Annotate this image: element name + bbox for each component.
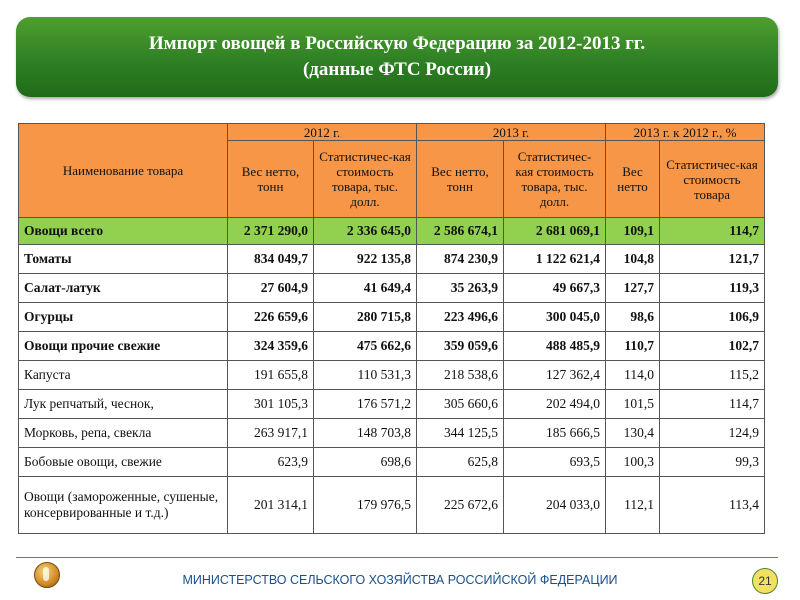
column-header-ratio: 2013 г. к 2012 г., % xyxy=(606,124,765,141)
row-name: Овощи (замороженные, сушеные, консервированные и т.д.) xyxy=(19,477,228,534)
table-row xyxy=(19,448,765,477)
table-row xyxy=(19,245,765,274)
cell-value: 324 359,6 xyxy=(228,332,314,361)
row-name: Овощи всего xyxy=(19,218,228,245)
table-row xyxy=(19,274,765,303)
cell-value: 121,7 xyxy=(660,245,765,274)
cell-value: 1 122 621,4 xyxy=(504,245,606,274)
column-header-2013: 2013 г. xyxy=(417,124,606,141)
cell-value: 922 135,8 xyxy=(314,245,417,274)
cell-value: 201 314,1 xyxy=(228,477,314,534)
cell-value: 98,6 xyxy=(606,303,660,332)
page-number: 21 xyxy=(752,568,778,594)
cell-value: 263 917,1 xyxy=(228,419,314,448)
cell-value: 148 703,8 xyxy=(314,419,417,448)
cell-value: 2 336 645,0 xyxy=(314,218,417,245)
row-name: Лук репчатый, чеснок, xyxy=(19,390,228,419)
cell-value: 179 976,5 xyxy=(314,477,417,534)
column-header-2012: 2012 г. xyxy=(228,124,417,141)
cell-value: 115,2 xyxy=(660,361,765,390)
cell-value: 223 496,6 xyxy=(417,303,504,332)
row-name: Овощи прочие свежие xyxy=(19,332,228,361)
cell-value: 109,1 xyxy=(606,218,660,245)
cell-value: 127 362,4 xyxy=(504,361,606,390)
cell-value: 114,0 xyxy=(606,361,660,390)
table-row xyxy=(19,477,765,534)
cell-value: 114,7 xyxy=(660,218,765,245)
table-row xyxy=(19,303,765,332)
cell-value: 2 681 069,1 xyxy=(504,218,606,245)
table-row xyxy=(19,390,765,419)
cell-value: 475 662,6 xyxy=(314,332,417,361)
row-name: Морковь, репа, свекла xyxy=(19,419,228,448)
footer-ministry: МИНИСТЕРСТВО СЕЛЬСКОГО ХОЗЯЙСТВА РОССИЙСКОЙ ФЕДЕРАЦИИ xyxy=(182,573,618,587)
cell-value: 27 604,9 xyxy=(228,274,314,303)
cell-value: 202 494,0 xyxy=(504,390,606,419)
cell-value: 114,7 xyxy=(660,390,765,419)
cell-value: 35 263,9 xyxy=(417,274,504,303)
cell-value: 698,6 xyxy=(314,448,417,477)
cell-value: 834 049,7 xyxy=(228,245,314,274)
column-header-name: Наименование товара xyxy=(19,124,228,218)
cell-value: 344 125,5 xyxy=(417,419,504,448)
slide-title: Импорт овощей в Российскую Федерацию за 2012-2013 гг. xyxy=(148,33,646,54)
cell-value: 99,3 xyxy=(660,448,765,477)
cell-value: 127,7 xyxy=(606,274,660,303)
row-name: Капуста xyxy=(19,361,228,390)
cell-value: 218 538,6 xyxy=(417,361,504,390)
subheader-value-2012: Статистичес-кая стоимость товара, тыс. долл. xyxy=(314,141,417,218)
cell-value: 110,7 xyxy=(606,332,660,361)
row-name: Бобовые овощи, свежие xyxy=(19,448,228,477)
cell-value: 112,1 xyxy=(606,477,660,534)
cell-value: 104,8 xyxy=(606,245,660,274)
cell-value: 102,7 xyxy=(660,332,765,361)
footer-divider xyxy=(16,557,778,558)
cell-value: 100,3 xyxy=(606,448,660,477)
table-row xyxy=(19,218,765,245)
vegetable-import-table xyxy=(18,123,765,534)
cell-value: 225 672,6 xyxy=(417,477,504,534)
title-banner xyxy=(16,17,778,97)
cell-value: 625,8 xyxy=(417,448,504,477)
cell-value: 301 105,3 xyxy=(228,390,314,419)
row-name: Салат-латук xyxy=(19,274,228,303)
subheader-value-2013: Статистичес-кая стоимость товара, тыс. долл. xyxy=(504,141,606,218)
cell-value: 874 230,9 xyxy=(417,245,504,274)
subheader-weight-2012: Вес нетто, тонн xyxy=(228,141,314,218)
table-row xyxy=(19,361,765,390)
cell-value: 204 033,0 xyxy=(504,477,606,534)
cell-value: 41 649,4 xyxy=(314,274,417,303)
cell-value: 49 667,3 xyxy=(504,274,606,303)
subheader-weight-ratio: Вес нетто xyxy=(606,141,660,218)
subheader-weight-2013: Вес нетто, тонн xyxy=(417,141,504,218)
cell-value: 106,9 xyxy=(660,303,765,332)
slide-subtitle: (данные ФТС России) xyxy=(302,59,492,80)
cell-value: 124,9 xyxy=(660,419,765,448)
cell-value: 2 586 674,1 xyxy=(417,218,504,245)
cell-value: 130,4 xyxy=(606,419,660,448)
table-row xyxy=(19,332,765,361)
cell-value: 185 666,5 xyxy=(504,419,606,448)
cell-value: 191 655,8 xyxy=(228,361,314,390)
cell-value: 110 531,3 xyxy=(314,361,417,390)
cell-value: 623,9 xyxy=(228,448,314,477)
cell-value: 2 371 290,0 xyxy=(228,218,314,245)
row-name: Огурцы xyxy=(19,303,228,332)
cell-value: 488 485,9 xyxy=(504,332,606,361)
cell-value: 176 571,2 xyxy=(314,390,417,419)
row-name: Томаты xyxy=(19,245,228,274)
cell-value: 359 059,6 xyxy=(417,332,504,361)
cell-value: 300 045,0 xyxy=(504,303,606,332)
cell-value: 101,5 xyxy=(606,390,660,419)
cell-value: 113,4 xyxy=(660,477,765,534)
table-row xyxy=(19,419,765,448)
ministry-emblem-icon xyxy=(34,562,60,588)
cell-value: 119,3 xyxy=(660,274,765,303)
cell-value: 693,5 xyxy=(504,448,606,477)
cell-value: 226 659,6 xyxy=(228,303,314,332)
subheader-value-ratio: Статистичес-кая стоимость товара xyxy=(660,141,765,218)
cell-value: 305 660,6 xyxy=(417,390,504,419)
cell-value: 280 715,8 xyxy=(314,303,417,332)
